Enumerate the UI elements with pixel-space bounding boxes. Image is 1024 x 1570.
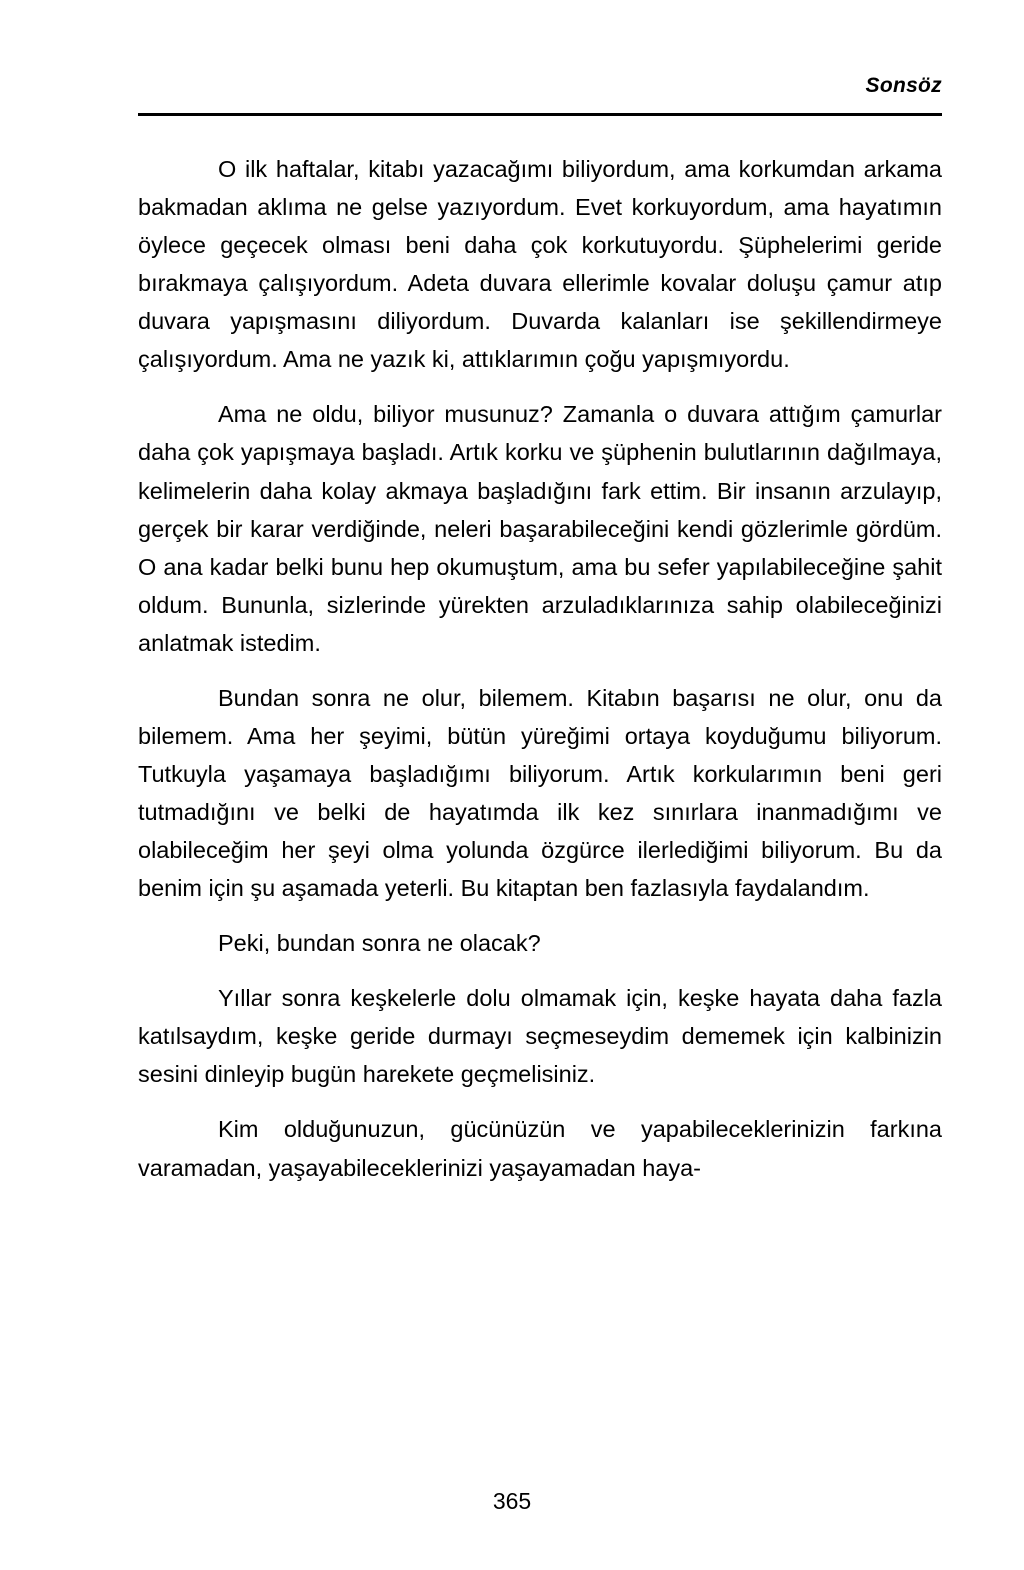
- header-divider: [138, 113, 942, 116]
- body-paragraph: Peki, bundan sonra ne olacak?: [218, 930, 541, 957]
- page-header: [138, 74, 942, 116]
- body-paragraph: Bundan sonra ne olur, bilemem. Kitabın başarısı ne olur, onu da bilemem. Ama her şeyimi, bütün yüreğimi ortaya koyduğumu biliyorum. Tutkuyla yaşamaya başladığımı biliyorum. Artık korkularımın beni geri tutmadığını ve belki de hayatımda ilk kez sınırlara inanmadığımı ve olabileceğim her şeyi olma yolunda özgürce ilerlediğimi biliyorum. Bu da benim için şu aşamada yeterli. Bu kitaptan ben fazlasıyla faydalandım.: [138, 684, 942, 902]
- page-body: [138, 150, 942, 1187]
- body-paragraph: O ilk haftalar, kitabı yazacağımı biliyordum, ama korkumdan arkama bakmadan aklıma ne gelse yazıyordum. Evet korkuyordum, ama hayatımın öylece geçecek olması beni daha çok korkutuyordu. Şüphelerimi geride bırakmaya çalışıyordum. Adeta duvara ellerimle kovalar doluşu çamur atıp duvara yapışmasını diliyordum. Duvarda kalanları ise şekillendirmeye çalışıyordum. Ama ne yazık ki, attıklarımın çoğu yapışmıyordu.: [138, 156, 942, 373]
- running-title: Sonsöz: [865, 74, 942, 97]
- body-paragraph: Kim olduğunuzun, gücünüzün ve yapabileceklerinizin farkına varamadan, yaşayabileceklerinizi yaşayamadan haya-: [138, 1116, 942, 1181]
- body-paragraph: Ama ne oldu, biliyor musunuz? Zamanla o duvara attığım çamurlar daha çok yapışmaya başladı. Artık korku ve şüphenin bulutlarının dağılmaya, kelimelerin daha kolay akmaya başladığını fark ettim. Bir insanın arzulayıp, gerçek bir karar verdiğinde, neleri başarabileceğini kendi gözlerimle gördüm. O ana kadar belki bunu hep okumuştum, ama bu sefer yapılabileceğine şahit oldum. Bununla, sizlerinde yürekten arzuladıklarınıza sahip olabileceğinizi anlatmak istedim.: [138, 401, 942, 656]
- page-number: 365: [492, 1488, 532, 1514]
- body-paragraph: Yıllar sonra keşkelerle dolu olmamak için, keşke hayata daha fazla katılsaydım, keşke geride durmayı seçmeseydim dememek için kalbinizin sesini dinleyip bugün harekete geçmelisiniz.: [138, 985, 942, 1088]
